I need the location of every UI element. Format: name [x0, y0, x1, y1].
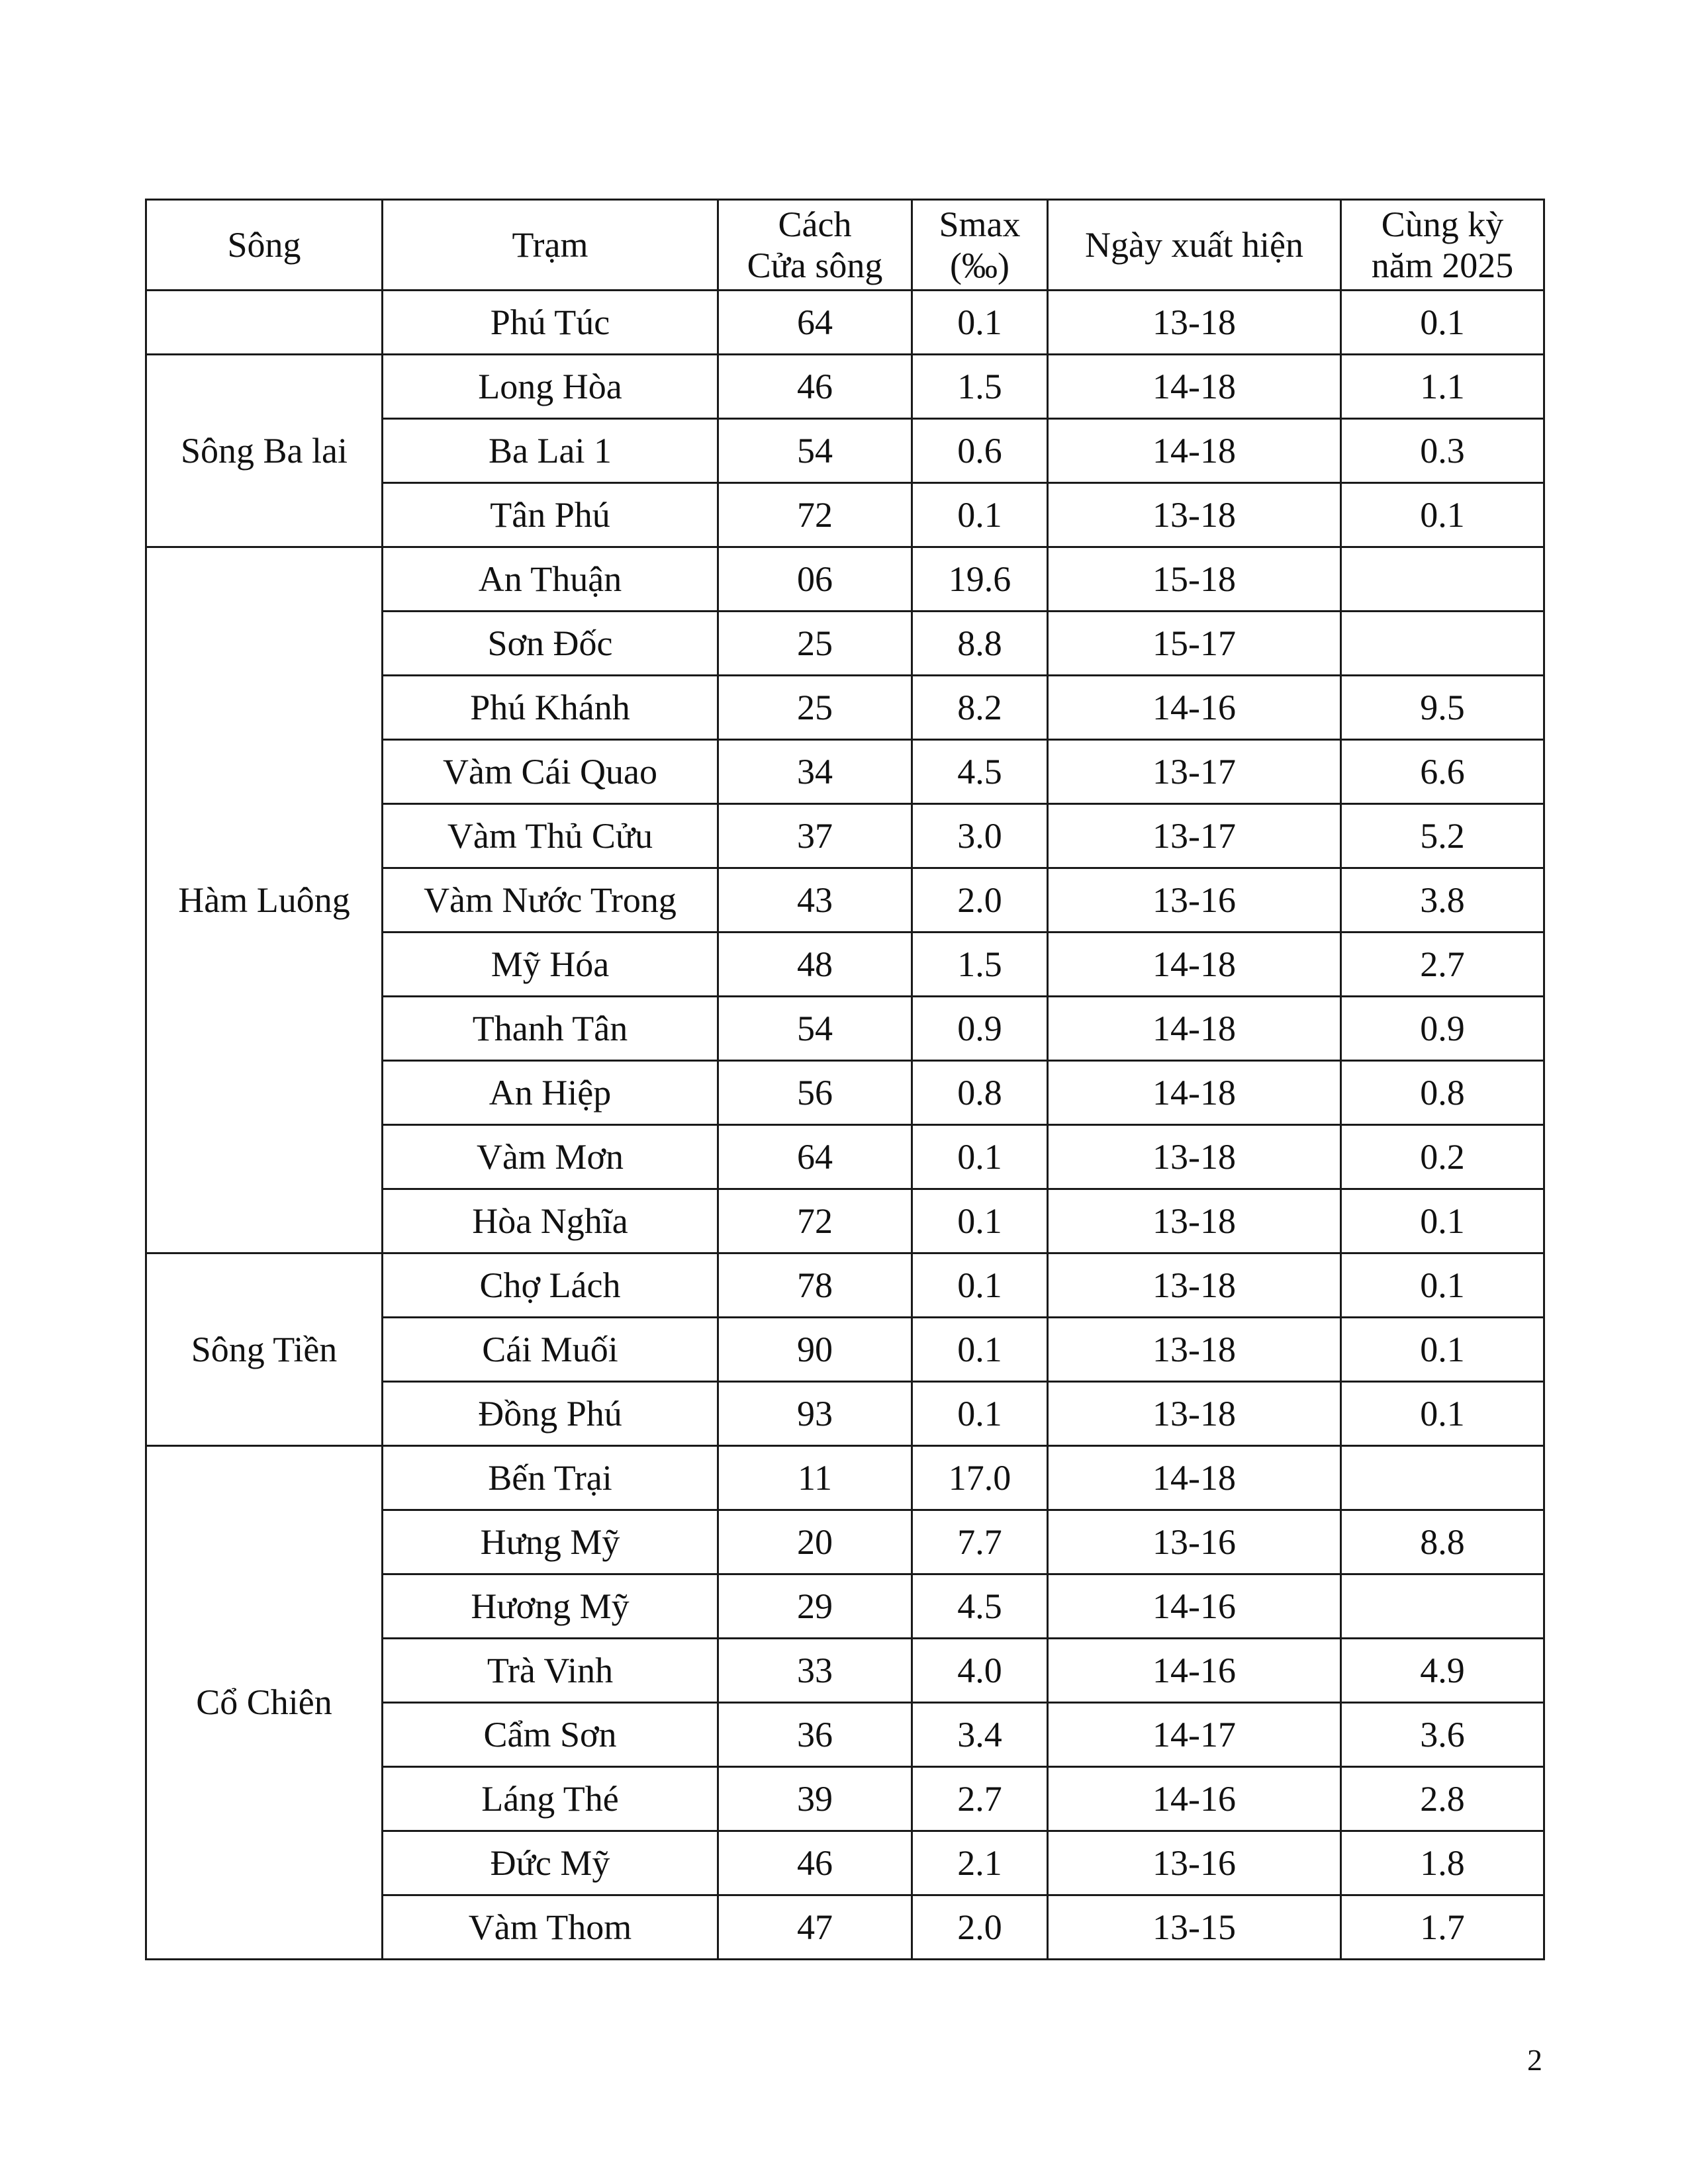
date-cell: 14-18 — [1048, 997, 1341, 1061]
distance-cell: 46 — [718, 1831, 912, 1895]
smax-cell: 0.1 — [912, 1125, 1048, 1189]
date-cell: 15-17 — [1048, 612, 1341, 676]
distance-cell: 54 — [718, 997, 912, 1061]
table-row — [146, 1253, 1544, 1318]
distance-cell: 20 — [718, 1510, 912, 1574]
date-cell: 13-18 — [1048, 291, 1341, 355]
header-same-period-line1: Cùng kỳ — [1381, 205, 1504, 244]
same-period-cell: 4.9 — [1341, 1639, 1544, 1703]
smax-cell: 0.1 — [912, 1253, 1048, 1318]
date-cell: 13-18 — [1048, 1125, 1341, 1189]
distance-cell: 25 — [718, 676, 912, 740]
distance-cell: 54 — [718, 419, 912, 483]
same-period-cell: 0.1 — [1341, 483, 1544, 547]
same-period-cell: 0.1 — [1341, 1253, 1544, 1318]
river-name-cell: Cổ Chiên — [146, 1446, 383, 1960]
date-cell: 14-16 — [1048, 1639, 1341, 1703]
date-cell: 13-15 — [1048, 1895, 1341, 1960]
distance-cell: 47 — [718, 1895, 912, 1960]
header-river: Sông — [146, 200, 383, 291]
header-station: Trạm — [383, 200, 718, 291]
station-cell: Ba Lai 1 — [383, 419, 718, 483]
table-row — [146, 355, 1544, 419]
distance-cell: 64 — [718, 1125, 912, 1189]
smax-cell: 0.6 — [912, 419, 1048, 483]
station-cell: Phú Túc — [383, 291, 718, 355]
smax-cell: 0.1 — [912, 291, 1048, 355]
same-period-cell: 1.7 — [1341, 1895, 1544, 1960]
date-cell: 13-17 — [1048, 804, 1341, 868]
station-cell: Vàm Mơn — [383, 1125, 718, 1189]
same-period-cell: 9.5 — [1341, 676, 1544, 740]
same-period-cell: 2.7 — [1341, 933, 1544, 997]
date-cell: 13-18 — [1048, 1189, 1341, 1253]
date-cell: 14-18 — [1048, 355, 1341, 419]
same-period-cell: 0.8 — [1341, 1061, 1544, 1125]
page-number: 2 — [1527, 2043, 1542, 2077]
same-period-cell: 2.8 — [1341, 1767, 1544, 1831]
station-cell: Đồng Phú — [383, 1382, 718, 1446]
same-period-cell — [1341, 1446, 1544, 1510]
same-period-cell: 1.1 — [1341, 355, 1544, 419]
header-smax-line2: (‰) — [950, 246, 1009, 285]
same-period-cell: 0.1 — [1341, 291, 1544, 355]
date-cell: 13-16 — [1048, 868, 1341, 933]
date-cell: 13-17 — [1048, 740, 1341, 804]
smax-cell: 1.5 — [912, 355, 1048, 419]
smax-cell: 19.6 — [912, 547, 1048, 612]
same-period-cell: 0.9 — [1341, 997, 1544, 1061]
same-period-cell: 1.8 — [1341, 1831, 1544, 1895]
station-cell: An Hiệp — [383, 1061, 718, 1125]
distance-cell: 25 — [718, 612, 912, 676]
same-period-cell — [1341, 1574, 1544, 1639]
smax-cell: 0.1 — [912, 1318, 1048, 1382]
same-period-cell: 5.2 — [1341, 804, 1544, 868]
same-period-cell: 8.8 — [1341, 1510, 1544, 1574]
date-cell: 15-18 — [1048, 547, 1341, 612]
distance-cell: 36 — [718, 1703, 912, 1767]
station-cell: Tân Phú — [383, 483, 718, 547]
station-cell: Đức Mỹ — [383, 1831, 718, 1895]
smax-cell: 4.5 — [912, 740, 1048, 804]
distance-cell: 39 — [718, 1767, 912, 1831]
smax-cell: 2.0 — [912, 1895, 1048, 1960]
smax-cell: 17.0 — [912, 1446, 1048, 1510]
table-row — [146, 1446, 1544, 1510]
header-smax-line1: Smax — [939, 205, 1021, 244]
smax-cell: 2.7 — [912, 1767, 1048, 1831]
same-period-cell — [1341, 612, 1544, 676]
same-period-cell: 0.1 — [1341, 1382, 1544, 1446]
date-cell: 13-16 — [1048, 1831, 1341, 1895]
distance-cell: 93 — [718, 1382, 912, 1446]
station-cell: Vàm Thom — [383, 1895, 718, 1960]
date-cell: 14-18 — [1048, 933, 1341, 997]
smax-cell: 0.8 — [912, 1061, 1048, 1125]
date-cell: 14-18 — [1048, 1446, 1341, 1510]
distance-cell: 46 — [718, 355, 912, 419]
smax-cell: 4.0 — [912, 1639, 1048, 1703]
station-cell: Sơn Đốc — [383, 612, 718, 676]
date-cell: 14-17 — [1048, 1703, 1341, 1767]
smax-cell: 7.7 — [912, 1510, 1048, 1574]
station-cell: Vàm Thủ Cửu — [383, 804, 718, 868]
table-header — [146, 200, 1544, 291]
station-cell: Vàm Nước Trong — [383, 868, 718, 933]
station-cell: Chợ Lách — [383, 1253, 718, 1318]
river-name-cell — [146, 291, 383, 355]
header-date: Ngày xuất hiện — [1048, 200, 1341, 291]
date-cell: 14-18 — [1048, 1061, 1341, 1125]
smax-cell: 4.5 — [912, 1574, 1048, 1639]
station-cell: Phú Khánh — [383, 676, 718, 740]
station-cell: Vàm Cái Quao — [383, 740, 718, 804]
same-period-cell: 0.3 — [1341, 419, 1544, 483]
smax-cell: 0.1 — [912, 1189, 1048, 1253]
station-cell: An Thuận — [383, 547, 718, 612]
station-cell: Trà Vinh — [383, 1639, 718, 1703]
station-cell: Mỹ Hóa — [383, 933, 718, 997]
distance-cell: 72 — [718, 1189, 912, 1253]
same-period-cell: 0.1 — [1341, 1318, 1544, 1382]
date-cell: 13-18 — [1048, 483, 1341, 547]
distance-cell: 56 — [718, 1061, 912, 1125]
river-name-cell: Hàm Luông — [146, 547, 383, 1253]
smax-cell: 1.5 — [912, 933, 1048, 997]
station-cell: Hòa Nghĩa — [383, 1189, 718, 1253]
smax-cell: 3.0 — [912, 804, 1048, 868]
date-cell: 13-18 — [1048, 1253, 1341, 1318]
distance-cell: 48 — [718, 933, 912, 997]
river-name-cell: Sông Tiền — [146, 1253, 383, 1446]
header-same-period — [1341, 200, 1544, 291]
smax-cell: 0.1 — [912, 1382, 1048, 1446]
salinity-table — [145, 199, 1545, 1960]
same-period-cell: 0.1 — [1341, 1189, 1544, 1253]
table-row — [146, 291, 1544, 355]
header-row — [146, 200, 1544, 291]
date-cell: 14-16 — [1048, 1574, 1341, 1639]
table-row — [146, 547, 1544, 612]
smax-cell: 2.1 — [912, 1831, 1048, 1895]
smax-cell: 2.0 — [912, 868, 1048, 933]
station-cell: Hương Mỹ — [383, 1574, 718, 1639]
station-cell: Long Hòa — [383, 355, 718, 419]
distance-cell: 37 — [718, 804, 912, 868]
station-cell: Cẩm Sơn — [383, 1703, 718, 1767]
date-cell: 14-16 — [1048, 1767, 1341, 1831]
smax-cell: 8.2 — [912, 676, 1048, 740]
distance-cell: 11 — [718, 1446, 912, 1510]
date-cell: 13-16 — [1048, 1510, 1341, 1574]
station-cell: Láng Thé — [383, 1767, 718, 1831]
date-cell: 13-18 — [1048, 1318, 1341, 1382]
same-period-cell: 0.2 — [1341, 1125, 1544, 1189]
same-period-cell: 6.6 — [1341, 740, 1544, 804]
same-period-cell — [1341, 547, 1544, 612]
date-cell: 14-16 — [1048, 676, 1341, 740]
date-cell: 14-18 — [1048, 419, 1341, 483]
distance-cell: 06 — [718, 547, 912, 612]
station-cell: Bến Trại — [383, 1446, 718, 1510]
distance-cell: 72 — [718, 483, 912, 547]
station-cell: Cái Muối — [383, 1318, 718, 1382]
table-body — [146, 291, 1544, 1960]
distance-cell: 78 — [718, 1253, 912, 1318]
distance-cell: 33 — [718, 1639, 912, 1703]
same-period-cell: 3.6 — [1341, 1703, 1544, 1767]
distance-cell: 34 — [718, 740, 912, 804]
smax-cell: 3.4 — [912, 1703, 1048, 1767]
distance-cell: 90 — [718, 1318, 912, 1382]
station-cell: Thanh Tân — [383, 997, 718, 1061]
station-cell: Hưng Mỹ — [383, 1510, 718, 1574]
river-name-cell: Sông Ba lai — [146, 355, 383, 547]
header-distance — [718, 200, 912, 291]
header-same-period-line2: năm 2025 — [1371, 246, 1514, 285]
distance-cell: 29 — [718, 1574, 912, 1639]
header-smax — [912, 200, 1048, 291]
header-distance-line2: Cửa sông — [747, 246, 883, 285]
same-period-cell: 3.8 — [1341, 868, 1544, 933]
distance-cell: 43 — [718, 868, 912, 933]
smax-cell: 8.8 — [912, 612, 1048, 676]
smax-cell: 0.1 — [912, 483, 1048, 547]
header-distance-line1: Cách — [778, 205, 852, 244]
distance-cell: 64 — [718, 291, 912, 355]
date-cell: 13-18 — [1048, 1382, 1341, 1446]
smax-cell: 0.9 — [912, 997, 1048, 1061]
